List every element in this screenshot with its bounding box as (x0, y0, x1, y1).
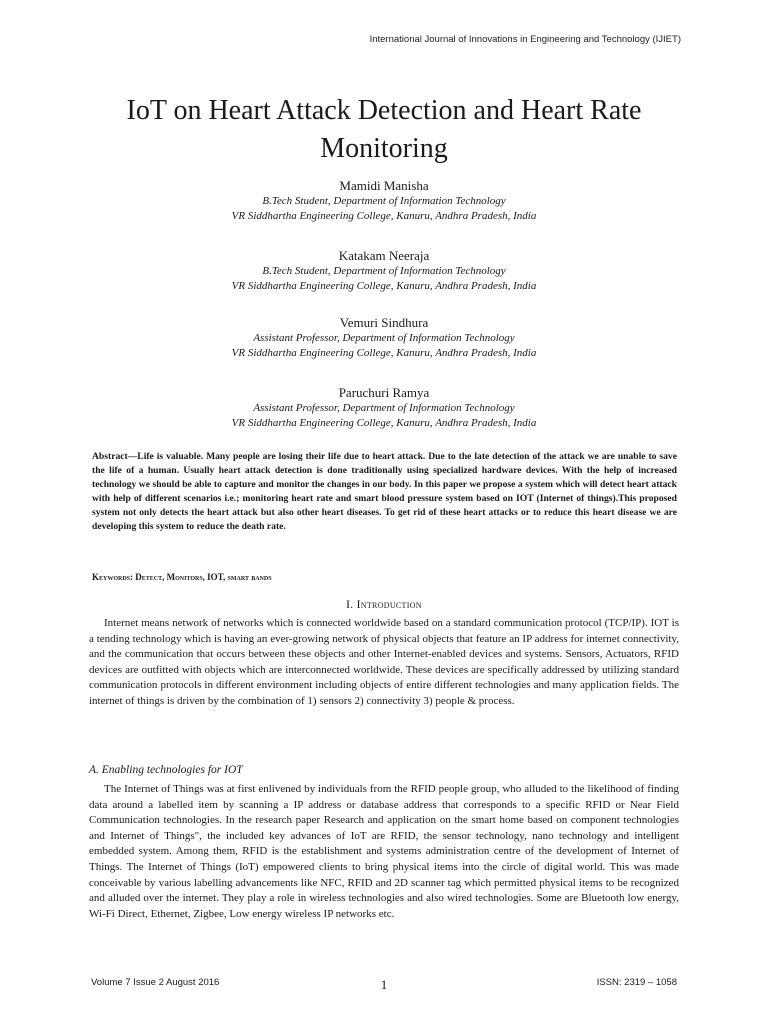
author-affiliation: VR Siddhartha Engineering College, Kanuru, Andhra Pradesh, India (231, 347, 537, 359)
journal-header: International Journal of Innovations in Engineering and Technology (IJIET) (369, 34, 681, 45)
keywords: Keywords: Detect, Monitors, IOT, smart bands (92, 572, 272, 582)
footer-volume: Volume 7 Issue 2 August 2016 (91, 977, 220, 988)
author-name: Paruchuri Ramya (338, 385, 430, 400)
author-role: B.Tech Student, Department of Information Technology (262, 195, 506, 207)
author-name: Mamidi Manisha (339, 178, 429, 193)
introduction-paragraph: Internet means network of networks which is connected worldwide based on a standard communication protocol (TCP/IP). IOT is a tending technology which is having an ever-growing network of physical objects that feature an IP address for internet connectivity, and the communication that occurs between these objects and other Internet-enabled devices and systems. Sensors, Actuators, RFID devices are outfitted with objects which are interconnected worldwide. These devices are specifically addressed by utilizing standard communication protocols in different environment including objects of entire different technologies and many application fields. The internet of things is driven by the combination of 1) sensors 2) connectivity 3) people & process. (89, 617, 679, 707)
section-heading-introduction: I. Introduction (346, 599, 422, 611)
author-block (0, 248, 768, 294)
subsection-heading-enabling-technologies: A. Enabling technologies for IOT (89, 764, 243, 776)
author-affiliation: VR Siddhartha Engineering College, Kanuru, Andhra Pradesh, India (231, 417, 537, 429)
author-block (0, 385, 768, 431)
enabling-technologies-paragraph: The Internet of Things was at first enlivened by individuals from the RFID people group, who alluded to the likelihood of finding data around a labelled item by scanning a IP address or database address that corresponds to a specific RFID or Near Field Communication technologies. In the research paper Research and application on the smart home based on component technologies and Internet of Things", the included key advances of IoT are RFID, the sensor technology, nano technology and intelligent embedded system. Among them, RFID is the establishment and systems administration centre of the development of Internet of Things. The Internet of Things (IoT) empowered clients to bring physical items into the circle of digital world. This was made conceivable by various labelling advancements like NFC, RFID and 2D scanner tag which permitted physical items to be recognized and alluded over the internet. They play a role in wireless technologies and also wired technologies. Some are Bluetooth low energy, Wi-Fi Direct, Ethernet, Zigbee, Low energy wireless IP networks etc. (89, 783, 679, 920)
abstract: Abstract—Life is valuable. Many people are losing their life due to heart attack. Due to the late detection of the attack we are unable to save the life of a human. Usually heart attack detection is done traditionally using specialized hardware devices. With the help of increased technology we should be able to capture and monitor the changes in our body. In this paper we propose a system which will detect heart attack with help of different scenarios i.e.; monitoring heart rate and smart blood pressure system based on IOT (Internet of things).This proposed system not only detects the heart attack but also other heart diseases. To get rid of these heart attacks or to reduce this heart disease we are developing this system to reduce the death rate. (92, 451, 677, 532)
author-role: B.Tech Student, Department of Information Technology (262, 265, 506, 277)
author-role: Assistant Professor, Department of Information Technology (253, 402, 515, 414)
author-name: Vemuri Sindhura (339, 315, 429, 330)
page-number: 1 (380, 977, 388, 992)
footer-issn: ISSN: 2319 – 1058 (596, 977, 677, 988)
author-name: Katakam Neeraja (338, 248, 430, 263)
paper-title: IoT on Heart Attack Detection and Heart Rate Monitoring (126, 95, 642, 164)
author-role: Assistant Professor, Department of Information Technology (253, 332, 515, 344)
author-affiliation: VR Siddhartha Engineering College, Kanuru, Andhra Pradesh, India (231, 210, 537, 222)
author-affiliation: VR Siddhartha Engineering College, Kanuru, Andhra Pradesh, India (231, 280, 537, 292)
author-block (0, 178, 768, 224)
author-block (0, 315, 768, 361)
